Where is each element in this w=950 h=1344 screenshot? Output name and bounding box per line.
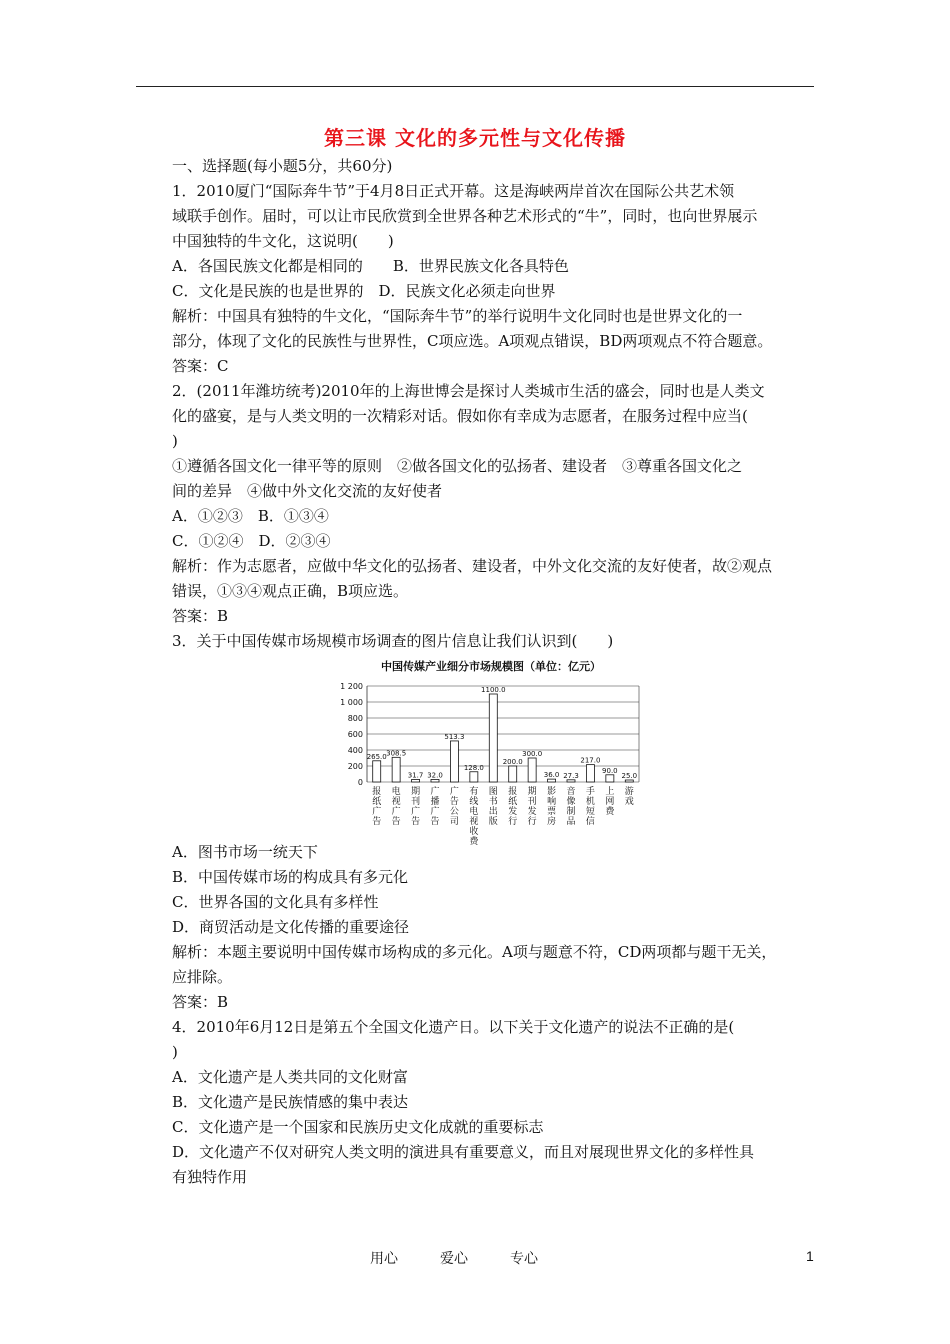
- q1-option-line: A．各国民族文化都是相同的 B．世界民族文化各具特色: [172, 257, 569, 275]
- data-label: 31.7: [407, 771, 424, 780]
- category-label-char: 图: [488, 787, 498, 797]
- q4-option-line: D．文化遗产不仅对研究人类文明的演进具有重要意义，而且对展现世界文化的多样性具: [172, 1143, 755, 1161]
- q2-analysis-line: 错误，①③④观点正确，B项应选。: [172, 582, 409, 600]
- q1-analysis-line: 解析：中国具有独特的牛文化，“国际奔牛节”的举行说明牛文化同时也是世界文化的一: [172, 307, 743, 325]
- q3-analysis-line: 应排除。: [172, 968, 233, 986]
- bar: [586, 765, 594, 782]
- y-tick-label: 1 000: [340, 698, 363, 707]
- category-label-char: 告: [411, 817, 421, 827]
- category-label-char: 电: [469, 807, 479, 817]
- category-label-char: 公: [449, 807, 459, 817]
- category-label-char: 品: [566, 817, 576, 827]
- category-label-char: 费: [605, 807, 615, 817]
- q4-option-line: 有独特作用: [172, 1168, 248, 1186]
- category-label-char: 广: [430, 787, 440, 797]
- category-label-char: 电: [391, 787, 401, 797]
- q2-answer: 答案：B: [172, 607, 229, 625]
- bar: [606, 775, 614, 782]
- q3-analysis-line: 解析：本题主要说明中国传媒市场构成的多元化。A项与题意不符，CD两项都与题干无关，: [172, 943, 777, 961]
- page-footer: [0, 1248, 950, 1270]
- category-label-char: 上: [605, 787, 615, 797]
- category-label-char: 费: [469, 837, 479, 847]
- q4-option-line: B．文化遗产是民族情感的集中表达: [172, 1093, 409, 1111]
- data-label: 200.0: [502, 758, 523, 766]
- question-2: [172, 379, 820, 629]
- q4-stem-line: ): [172, 1043, 178, 1061]
- q3-answer: 答案：B: [172, 993, 229, 1011]
- q1-stem-line: 1．2010厦门“国际奔牛节”于4月8日正式开幕。这是海峡两岸首次在国际公共艺术领: [172, 182, 735, 200]
- category-label-char: 期: [411, 787, 421, 797]
- bar: [528, 758, 536, 782]
- category-label-char: 制: [566, 807, 576, 817]
- category-label-char: 音: [566, 787, 576, 797]
- category-label-char: 网: [605, 797, 615, 807]
- data-label: 217.0: [580, 756, 601, 765]
- q2-statement-line: ①遵循各国文化一律平等的原则 ②做各国文化的弘扬者、建设者 ③尊重各国文化之: [172, 457, 743, 475]
- q4-option-line: C．文化遗产是一个国家和民族历史文化成就的重要标志: [172, 1118, 544, 1136]
- category-label-char: 影: [547, 787, 557, 797]
- y-tick-label: 1 200: [340, 682, 363, 691]
- category-label-char: 司: [449, 817, 459, 827]
- footer-text: 用心 爱心 专心: [370, 1251, 538, 1267]
- category-label-char: 报: [508, 787, 518, 797]
- q3-option-line: C．世界各国的文化具有多样性: [172, 893, 379, 911]
- category-label-char: 期: [527, 787, 537, 797]
- data-label: 308.5: [386, 749, 407, 758]
- q3-option-line: D．商贸活动是文化传播的重要途径: [172, 918, 410, 936]
- q3-option-line: A．图书市场一统天下: [172, 843, 318, 861]
- category-label-char: 告: [391, 817, 401, 827]
- q3-option-line: B．中国传媒市场的构成具有多元化: [172, 868, 409, 886]
- category-label-char: 纸: [508, 797, 518, 807]
- category-label-char: 发: [508, 807, 518, 817]
- category-label-char: 出: [488, 807, 498, 817]
- category-label-char: 行: [527, 817, 537, 827]
- data-label: 25.0: [621, 772, 638, 780]
- q1-analysis-line: 部分，体现了文化的民族性与世界性，C项应选。A项观点错误，BD两项观点不符合题意。: [172, 332, 773, 350]
- category-label-char: 游: [624, 787, 634, 797]
- bar: [625, 780, 633, 782]
- q2-option-line: C．①②④ D．②③④: [172, 532, 331, 550]
- bar: [450, 741, 458, 782]
- category-label-char: 房: [547, 817, 557, 827]
- question-1: [172, 179, 820, 379]
- data-label: 513.3: [444, 732, 465, 741]
- data-label: 32.0: [427, 771, 443, 780]
- q1-stem-line: 中国独特的牛文化，这说明( ): [172, 232, 394, 250]
- category-label-char: 报: [372, 787, 382, 797]
- q2-stem-line: ): [172, 432, 178, 450]
- chart-title: 中国传媒产业细分市场规模图（单位：亿元）: [381, 660, 601, 673]
- category-label-char: 纸: [372, 797, 382, 807]
- category-label-char: 短: [585, 807, 595, 817]
- q1-answer: 答案：C: [172, 357, 229, 375]
- q2-stem-line: 化的盛宴，是与人类文明的一次精彩对话。假如你有幸成为志愿者，在服务过程中应当(: [172, 407, 748, 425]
- media-market-chart: [172, 654, 820, 847]
- question-3: [172, 629, 820, 1015]
- category-label-char: 告: [449, 797, 459, 807]
- header-rule: [136, 86, 814, 87]
- category-label-char: 广: [430, 807, 440, 817]
- page-title: 第三课 文化的多元性与文化传播: [324, 126, 626, 150]
- q2-statement-line: 间的差异 ④做中外文化交流的友好使者: [172, 482, 443, 500]
- category-label-char: 广: [449, 787, 459, 797]
- y-tick-label: 200: [347, 762, 363, 771]
- q1-option-line: C．文化是民族的也是世界的 D．民族文化必须走向世界: [172, 282, 556, 300]
- data-label: 36.0: [543, 771, 560, 780]
- category-label-char: 视: [391, 797, 401, 807]
- bar: [470, 772, 478, 782]
- category-label-char: 行: [508, 817, 518, 827]
- category-label-char: 广: [411, 807, 421, 817]
- category-label-char: 视: [469, 817, 479, 827]
- bar: [509, 766, 517, 782]
- category-label-char: 版: [488, 817, 498, 827]
- category-label-char: 播: [430, 797, 440, 807]
- q4-stem-line: 4．2010年6月12日是第五个全国文化遗产日。以下关于文化遗产的说法不正确的是(: [172, 1018, 735, 1036]
- y-tick-label: 800: [347, 714, 363, 723]
- question-4: [172, 1015, 820, 1190]
- q2-analysis-line: 解析：作为志愿者，应做中华文化的弘扬者、建设者，中外文化交流的友好使者，故②观点: [172, 557, 773, 575]
- data-label: 27.3: [563, 771, 579, 780]
- q4-option-line: A．文化遗产是人类共同的文化财富: [172, 1068, 408, 1086]
- category-label-char: 手: [585, 787, 595, 797]
- category-label-char: 刊: [411, 797, 421, 807]
- category-label-char: 信: [585, 817, 595, 827]
- q2-option-line: A．①②③ B．①③④: [172, 507, 329, 525]
- category-label-char: 广: [391, 807, 401, 817]
- category-label-char: 票: [547, 807, 557, 817]
- data-label: 128.0: [463, 763, 484, 772]
- category-label-char: 像: [566, 797, 576, 807]
- bar: [392, 757, 400, 782]
- category-label-char: 机: [585, 797, 595, 807]
- category-label-char: 收: [469, 827, 479, 837]
- y-tick-label: 0: [357, 778, 363, 787]
- media-market-bar-chart: [325, 656, 645, 847]
- data-label: 1100.0: [481, 686, 506, 694]
- category-label-char: 发: [527, 807, 537, 817]
- bar: [489, 694, 497, 782]
- q2-stem-line: 2．(2011年潍坊统考)2010年的上海世博会是探讨人类城市生活的盛会，同时也是人类文: [172, 382, 765, 400]
- bar: [373, 761, 381, 782]
- bar: [431, 779, 439, 782]
- category-label-char: 线: [469, 797, 479, 807]
- page-number: 1: [806, 1248, 814, 1264]
- q3-stem: 3．关于中国传媒市场规模市场调查的图片信息让我们认识到( ): [172, 632, 614, 650]
- category-label-char: 刊: [527, 797, 537, 807]
- bar: [548, 779, 556, 782]
- category-label-char: 响: [547, 797, 557, 807]
- category-label-char: 告: [372, 817, 382, 827]
- bar: [412, 779, 420, 782]
- data-label: 90.0: [602, 766, 618, 775]
- bar: [567, 780, 575, 782]
- data-label: 300.0: [522, 750, 543, 758]
- category-label-char: 告: [430, 817, 440, 827]
- category-label-char: 戏: [624, 797, 634, 807]
- q1-stem-line: 域联手创作。届时，可以让市民欣赏到全世界各种艺术形式的“牛”，同时，也向世界展示: [172, 207, 758, 225]
- y-tick-label: 400: [347, 746, 363, 755]
- category-label-char: 有: [469, 787, 479, 797]
- category-label-char: 书: [488, 797, 498, 807]
- data-label: 265.0: [366, 752, 387, 761]
- y-tick-label: 600: [347, 730, 363, 739]
- category-label-char: 广: [372, 807, 382, 817]
- document-body: [172, 154, 820, 1190]
- section-heading: 一、选择题(每小题5分，共60分): [172, 157, 393, 175]
